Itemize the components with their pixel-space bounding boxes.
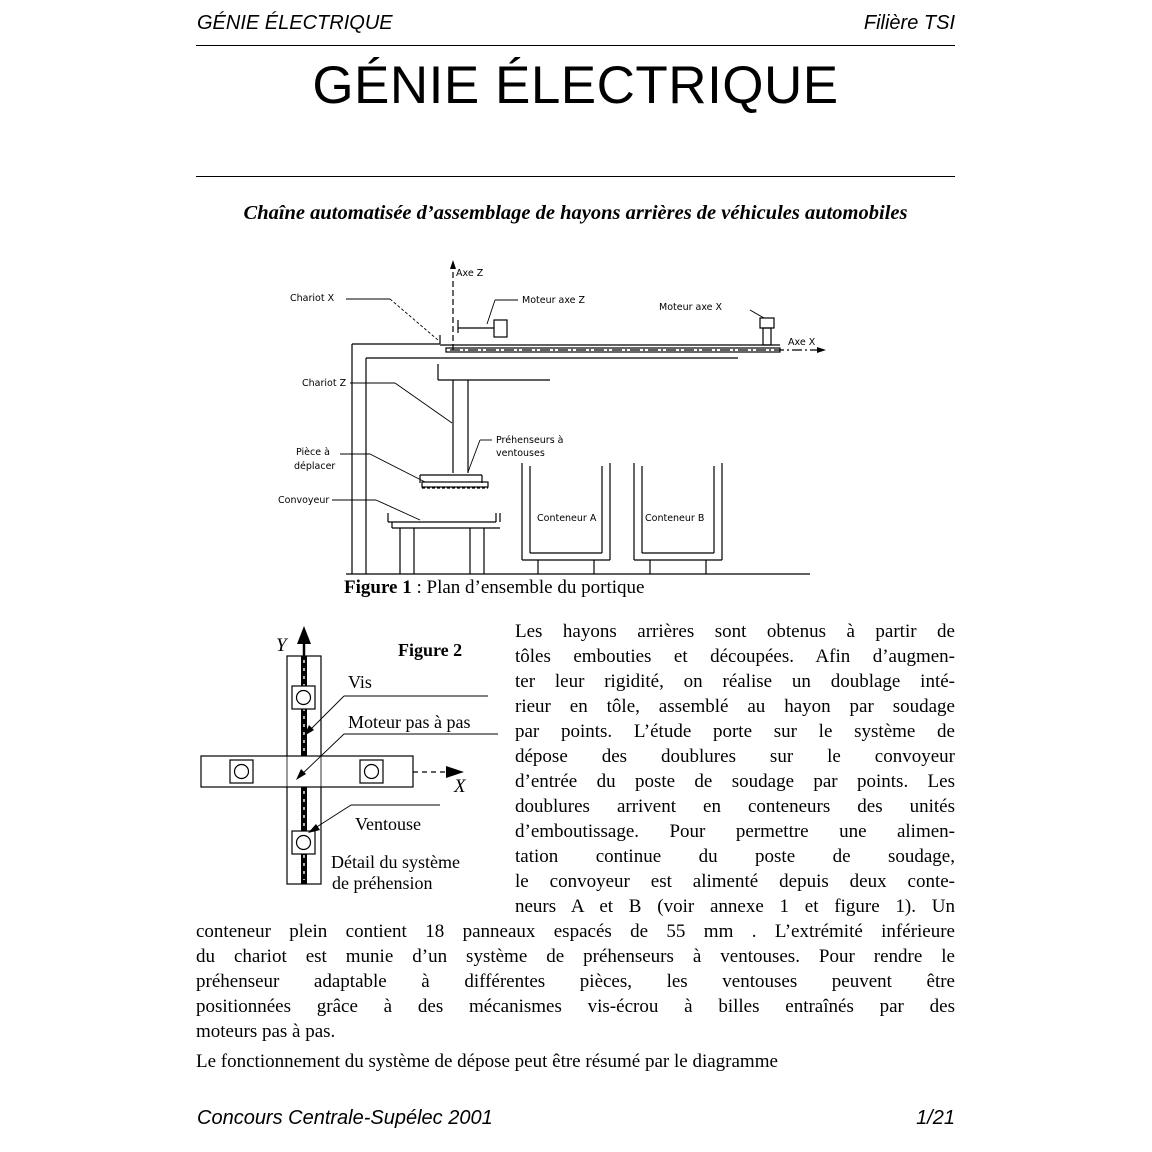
running-header-right: Filière TSI: [863, 12, 955, 34]
figure-2-detail-line1: Détail du système: [331, 852, 460, 872]
figure-2-label-vis: Vis: [348, 672, 372, 692]
body-paragraph-1-last-line: moteurs pas à pas.: [196, 1021, 336, 1042]
body-line: tation continue du poste de soudage,: [515, 846, 955, 867]
body-line: doublures arrivent en conteneurs des unités: [515, 796, 955, 817]
footer-left: Concours Centrale-Supélec 2001: [197, 1107, 493, 1129]
label-axe-z: Axe Z: [456, 268, 484, 279]
body-line: d’entrée du poste de soudage par points. Les: [515, 771, 955, 792]
running-header-left: GÉNIE ÉLECTRIQUE: [197, 12, 393, 34]
figure-1-diagram: [270, 258, 830, 578]
figure-1-caption-label: Figure 1: [344, 577, 412, 598]
body-line: le convoyeur est alimenté depuis deux conte-: [515, 871, 955, 892]
label-piece-line2: déplacer: [294, 461, 336, 472]
body-paragraph-1-continuation: [196, 919, 955, 1019]
body-line: ter leur rigidité, on réalise un doublage inté-: [515, 671, 955, 692]
label-prehenseurs-line2: ventouses: [496, 448, 545, 459]
body-line: dépose des doublures sur le convoyeur: [515, 746, 955, 767]
body-line: du chariot est munie d’un système de préhenseurs à ventouses. Pour rendre le: [196, 946, 955, 967]
body-line: rieur en tôle, assemblé au hayon par soudage: [515, 696, 955, 717]
body-line: tôles embouties et découpées. Afin d’augmen-: [515, 646, 955, 667]
body-line: Les hayons arrières sont obtenus à partir de: [515, 621, 955, 642]
figure-2-detail-line2: de préhension: [332, 873, 433, 893]
label-convoyeur: Convoyeur: [278, 495, 330, 506]
figure-2-axis-y: Y: [276, 635, 287, 656]
page-title: GÉNIE ÉLECTRIQUE: [312, 56, 839, 115]
body-line: d’emboutissage. Pour permettre une alimen-: [515, 821, 955, 842]
label-axe-x: Axe X: [788, 337, 816, 348]
title-rule: [196, 176, 955, 177]
figure-2-diagram: [196, 624, 511, 896]
figure-2-label-ventouse: Ventouse: [355, 814, 421, 834]
label-moteur-axe-z: Moteur axe Z: [522, 295, 586, 306]
figure-1-caption: [344, 577, 644, 599]
body-line: préhenseur adaptable à différentes pièces, les ventouses peuvent être: [196, 971, 955, 992]
header-rule: [196, 45, 955, 46]
label-piece-line1: Pièce à: [296, 447, 330, 458]
label-prehenseurs-line1: Préhenseurs à: [496, 435, 564, 446]
body-line: positionnées grâce à des mécanismes vis-écrou à billes entraînés par des: [196, 996, 955, 1017]
body-paragraph-2: Le fonctionnement du système de dépose peut être résumé par le diagramme: [196, 1051, 778, 1072]
figure-2-title: Figure 2: [398, 640, 463, 660]
page-number: 1/21: [916, 1107, 955, 1129]
figure-1-caption-text: : Plan d’ensemble du portique: [411, 577, 645, 598]
subtitle: Chaîne automatisée d’assemblage de hayons arrières de véhicules automobiles: [243, 202, 908, 224]
body-paragraph-1-column: [515, 619, 955, 919]
figure-2-label-moteur: Moteur pas à pas: [348, 712, 471, 732]
label-chariot-x: Chariot X: [290, 293, 335, 304]
label-conteneur-a: Conteneur A: [537, 513, 597, 524]
label-moteur-axe-x: Moteur axe X: [659, 302, 723, 313]
label-conteneur-b: Conteneur B: [645, 513, 705, 524]
body-line: neurs A et B (voir annexe 1 et figure 1). Un: [515, 896, 955, 917]
figure-2-axis-x: X: [454, 776, 466, 797]
body-line: par points. L’étude porte sur le système de: [515, 721, 955, 742]
label-chariot-z: Chariot Z: [302, 378, 347, 389]
body-line: conteneur plein contient 18 panneaux espacés de 55 mm . L’extrémité inférieure: [196, 921, 955, 942]
